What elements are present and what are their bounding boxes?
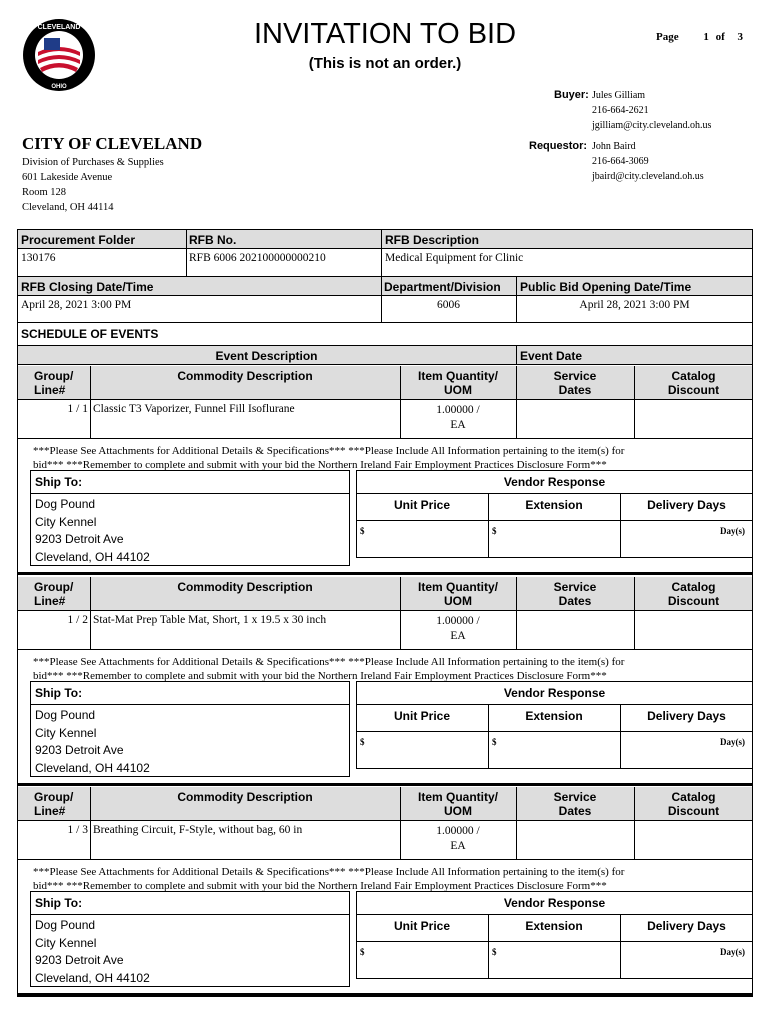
vendor-response-label: Vendor Response [503, 896, 606, 910]
quantity-header: Item Quantity/ UOM [417, 369, 498, 397]
requestor-email: jbaird@city.cleveland.oh.us [592, 171, 704, 182]
rfb-description-value: Medical Equipment for Clinic [385, 252, 524, 264]
ship-to-label: Ship To: [35, 896, 83, 910]
unit-price-input[interactable]: $ [360, 737, 365, 747]
group-line-header: Group/ Line# [34, 369, 74, 397]
divider [17, 248, 753, 249]
divider [356, 914, 753, 915]
item-note: ***Please See Attachments for Additional Details & Specifications*** ***Please Include All Information pertaining to the item(s) for bid*** ***Remember to complete and submit with your bid the Northern Ireland Fair Employment Practices Disclosure Form*** [33, 656, 625, 682]
service-dates-header: Service Dates [553, 369, 597, 397]
delivery-days-input[interactable]: Day(s) [720, 737, 745, 747]
department-value: 6006 [437, 299, 460, 311]
opening-value: April 28, 2021 3:00 PM [579, 299, 690, 311]
divider [356, 493, 753, 494]
service-dates-header: Service Dates [553, 790, 597, 818]
extension-input[interactable]: $ [492, 526, 497, 536]
issuer-name: CITY OF CLEVELAND [22, 134, 203, 153]
catalog-discount-header: Catalog Discount [667, 790, 720, 818]
item-note: ***Please See Attachments for Additional Details & Specifications*** ***Please Include All Information pertaining to the item(s) for bid*** ***Remember to complete and submit with your bid the Northern Ireland Fair Employment Practices Disclosure Form*** [33, 445, 625, 471]
divider [17, 364, 753, 365]
buyer-email: jgilliam@city.cleveland.oh.us [592, 120, 712, 131]
divider [17, 859, 753, 860]
item-quantity: 1.00000 / EA [436, 404, 480, 431]
item-note: ***Please See Attachments for Additional Details & Specifications*** ***Please Include All Information pertaining to the item(s) for bid*** ***Remember to complete and submit with your bid the Northern Ireland Fair Employment Practices Disclosure Form*** [33, 866, 625, 892]
requestor-name: John Baird [592, 141, 636, 152]
extension-label: Extension [525, 709, 583, 723]
svg-text:CLEVELAND: CLEVELAND [37, 24, 81, 31]
ship-to-address: Dog Pound City Kennel 9203 Detroit Ave Cleveland, OH 44102 [35, 497, 150, 564]
svg-text:OHIO: OHIO [51, 84, 67, 90]
divider [30, 704, 350, 705]
block-separator [17, 993, 753, 996]
commodity-header: Commodity Description [177, 369, 313, 383]
extension-label: Extension [525, 919, 583, 933]
divider [17, 820, 753, 821]
divider [17, 438, 753, 439]
issuer-address: Division of Purchases & Supplies 601 Lakeside Avenue Room 128 Cleveland, OH 44114 [22, 157, 164, 213]
rfb-description-label: RFB Description [385, 233, 480, 247]
closing-label: RFB Closing Date/Time [21, 280, 154, 294]
requestor-info [592, 139, 704, 184]
group-line-header: Group/ Line# [34, 790, 74, 818]
divider [356, 704, 753, 705]
delivery-days-label: Delivery Days [647, 919, 726, 933]
page-indicator: Page 1 of 3 [656, 31, 744, 43]
ship-to-address: Dog Pound City Kennel 9203 Detroit Ave Cleveland, OH 44102 [35, 918, 150, 985]
event-description-label: Event Description [215, 349, 318, 363]
opening-label: Public Bid Opening Date/Time [520, 280, 692, 294]
buyer-label: Buyer: [554, 89, 589, 101]
item-description: Classic T3 Vaporizer, Funnel Fill Isoflurane [93, 403, 295, 415]
vendor-response-label: Vendor Response [503, 475, 606, 489]
divider [186, 229, 187, 276]
item-quantity: 1.00000 / EA [436, 825, 480, 852]
requestor-label: Requestor: [529, 140, 588, 152]
divider [17, 649, 753, 650]
extension-input[interactable]: $ [492, 947, 497, 957]
ship-to-label: Ship To: [35, 686, 83, 700]
vendor-response-label: Vendor Response [503, 686, 606, 700]
item-description: Stat-Mat Prep Table Mat, Short, 1 x 19.5 x 30 inch [93, 614, 327, 626]
document-title: INVITATION TO BID [253, 18, 517, 50]
unit-price-input[interactable]: $ [360, 947, 365, 957]
ship-to-address: Dog Pound City Kennel 9203 Detroit Ave Cleveland, OH 44102 [35, 708, 150, 775]
requestor-phone: 216-664-3069 [592, 156, 649, 167]
delivery-days-label: Delivery Days [647, 498, 726, 512]
quantity-header: Item Quantity/ UOM [417, 790, 498, 818]
item-group-line: 1 / 1 [67, 403, 88, 415]
department-label: Department/Division [384, 280, 501, 294]
document-subtitle: (This is not an order.) [308, 55, 462, 72]
delivery-days-input[interactable]: Day(s) [720, 526, 745, 536]
buyer-info [592, 88, 711, 133]
procurement-folder-label: Procurement Folder [21, 233, 136, 247]
item-quantity: 1.00000 / EA [436, 615, 480, 642]
service-dates-header: Service Dates [553, 580, 597, 608]
buyer-phone: 216-664-2621 [592, 105, 649, 116]
closing-value: April 28, 2021 3:00 PM [21, 299, 132, 311]
divider [17, 295, 753, 296]
divider [30, 914, 350, 915]
delivery-days-label: Delivery Days [647, 709, 726, 723]
delivery-days-input[interactable]: Day(s) [720, 947, 745, 957]
event-date-label: Event Date [520, 349, 583, 363]
schedule-of-events-label: SCHEDULE OF EVENTS [21, 327, 159, 341]
buyer-name: Jules Gilliam [592, 90, 646, 101]
unit-price-label: Unit Price [393, 919, 450, 933]
procurement-folder-value: 130176 [21, 252, 56, 264]
ship-to-label: Ship To: [35, 475, 83, 489]
block-separator [17, 572, 753, 575]
divider [356, 520, 753, 521]
item-group-line: 1 / 3 [67, 824, 88, 836]
divider [17, 399, 753, 400]
commodity-header: Commodity Description [177, 790, 313, 804]
divider [30, 493, 350, 494]
unit-price-input[interactable]: $ [360, 526, 365, 536]
catalog-discount-header: Catalog Discount [667, 580, 720, 608]
item-description: Breathing Circuit, F-Style, without bag, 60 in [93, 824, 303, 836]
item-group-line: 1 / 2 [67, 614, 88, 626]
block-separator [17, 783, 753, 786]
extension-input[interactable]: $ [492, 737, 497, 747]
catalog-discount-header: Catalog Discount [667, 369, 720, 397]
divider [356, 731, 753, 732]
rfb-no-label: RFB No. [189, 233, 237, 247]
group-line-header: Group/ Line# [34, 580, 74, 608]
divider [356, 941, 753, 942]
quantity-header: Item Quantity/ UOM [417, 580, 498, 608]
commodity-header: Commodity Description [177, 580, 313, 594]
divider [516, 345, 517, 365]
unit-price-label: Unit Price [393, 498, 450, 512]
extension-label: Extension [525, 498, 583, 512]
unit-price-label: Unit Price [393, 709, 450, 723]
rfb-no-value: RFB 6006 202100000000210 [189, 252, 326, 264]
divider [17, 610, 753, 611]
divider [17, 322, 753, 323]
